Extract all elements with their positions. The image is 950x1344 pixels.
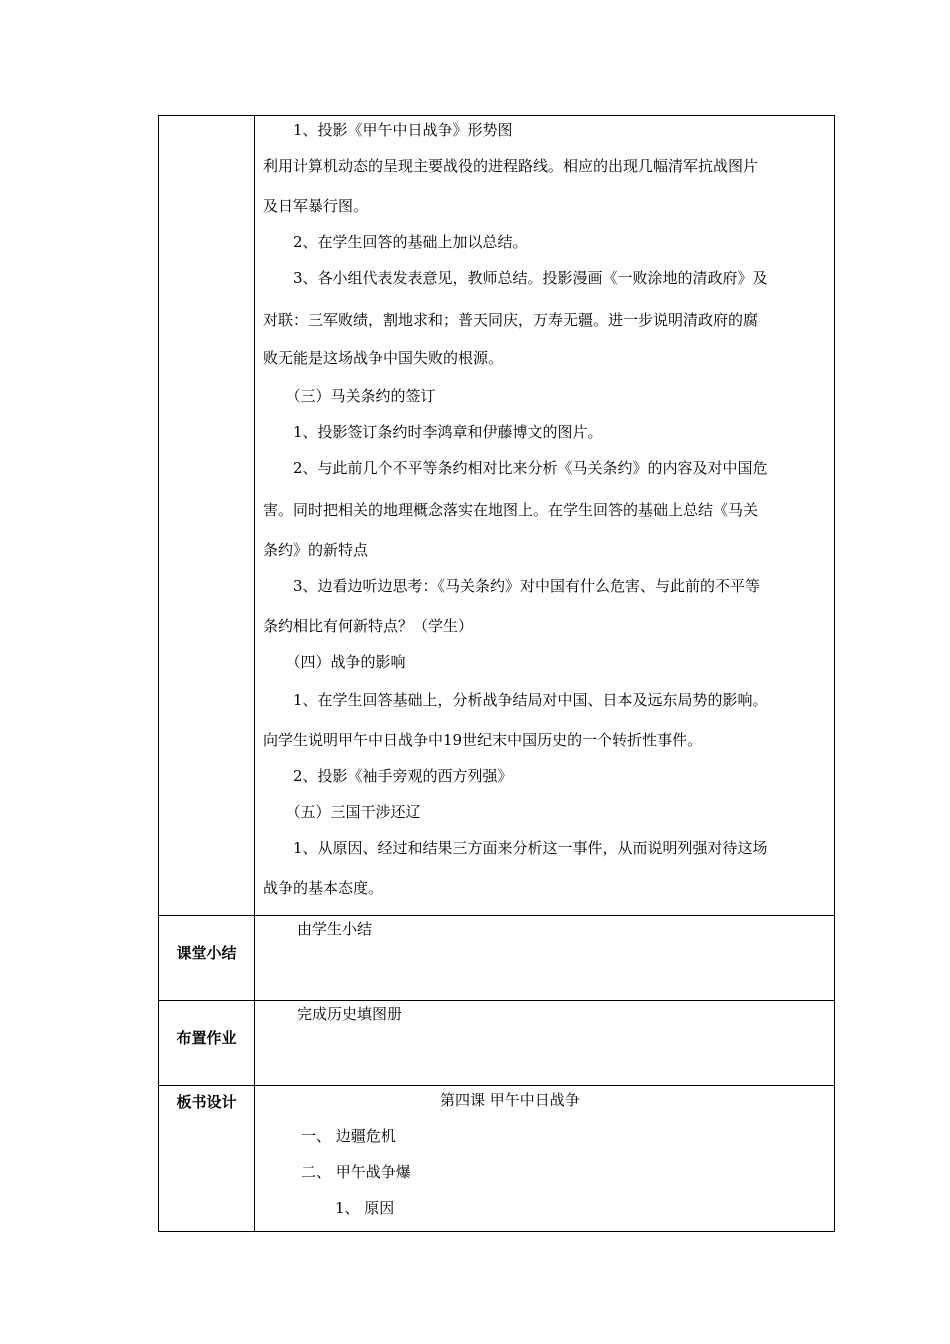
blackboard-title: 第四课 甲午中日战争	[440, 1091, 580, 1109]
process-line: 战争的基本态度。	[263, 879, 384, 897]
homework-label: 布置作业	[176, 1029, 237, 1047]
row-divider	[159, 1085, 834, 1086]
row-divider	[159, 1000, 834, 1001]
process-line: （三）马关条约的签订	[263, 387, 436, 405]
process-line: 3、各小组代表发表意见，教师总结。投影漫画《一败涂地的清政府》及	[263, 269, 768, 287]
process-line: 条约》的新特点	[263, 541, 369, 559]
process-line: 1、投影签订条约时李鸿章和伊藤博文的图片。	[263, 423, 603, 441]
blackboard-item: 一、 边疆危机	[301, 1127, 396, 1145]
summary-label: 课堂小结	[176, 944, 237, 962]
column-divider	[254, 116, 255, 1231]
process-line: 2、在学生回答的基础上加以总结。	[263, 233, 528, 251]
blackboard-item: 二、 甲午战争爆	[301, 1163, 411, 1181]
blackboard-label: 板书设计	[176, 1093, 237, 1111]
process-line: 害。同时把相关的地理概念落实在地图上。在学生回答的基础上总结《马关	[263, 501, 759, 519]
process-line: 败无能是这场战争中国失败的根源。	[263, 349, 504, 367]
summary-content: 由学生小结	[297, 920, 373, 938]
lesson-plan-table	[158, 115, 835, 1232]
process-line: 3、边看边听边思考：《马关条约》对中国有什么危害、与此前的不平等	[263, 577, 761, 595]
process-line: 1、在学生回答基础上，分析战争结局对中国、日本及远东局势的影响。	[263, 691, 768, 709]
process-line: 2、与此前几个不平等条约相对比来分析《马关条约》的内容及对中国危	[263, 459, 768, 477]
process-line: 利用计算机动态的呈现主要战役的进程路线。相应的出现几幅清军抗战图片	[263, 157, 759, 175]
process-line: （五）三国干涉还辽	[263, 803, 421, 821]
process-line: 对联：三军败绩，割地求和；普天同庆，万寿无疆。进一步说明清政府的腐	[263, 311, 759, 329]
process-line: 1、投影《甲午中日战争》形势图	[263, 121, 513, 139]
row-divider	[159, 915, 834, 916]
process-line: （四）战争的影响	[263, 653, 406, 671]
process-line: 1、从原因、经过和结果三方面来分析这一事件，从而说明列强对待这场	[263, 839, 768, 857]
process-line: 条约相比有何新特点？（学生）	[263, 617, 474, 635]
blackboard-item: 1、 原因	[335, 1199, 395, 1217]
process-line: 及日军暴行图。	[263, 197, 369, 215]
process-line: 向学生说明甲午中日战争中19世纪末中国历史的一个转折性事件。	[263, 731, 703, 749]
homework-content: 完成历史填图册	[297, 1005, 403, 1023]
process-line: 2、投影《袖手旁观的西方列强》	[263, 767, 513, 785]
